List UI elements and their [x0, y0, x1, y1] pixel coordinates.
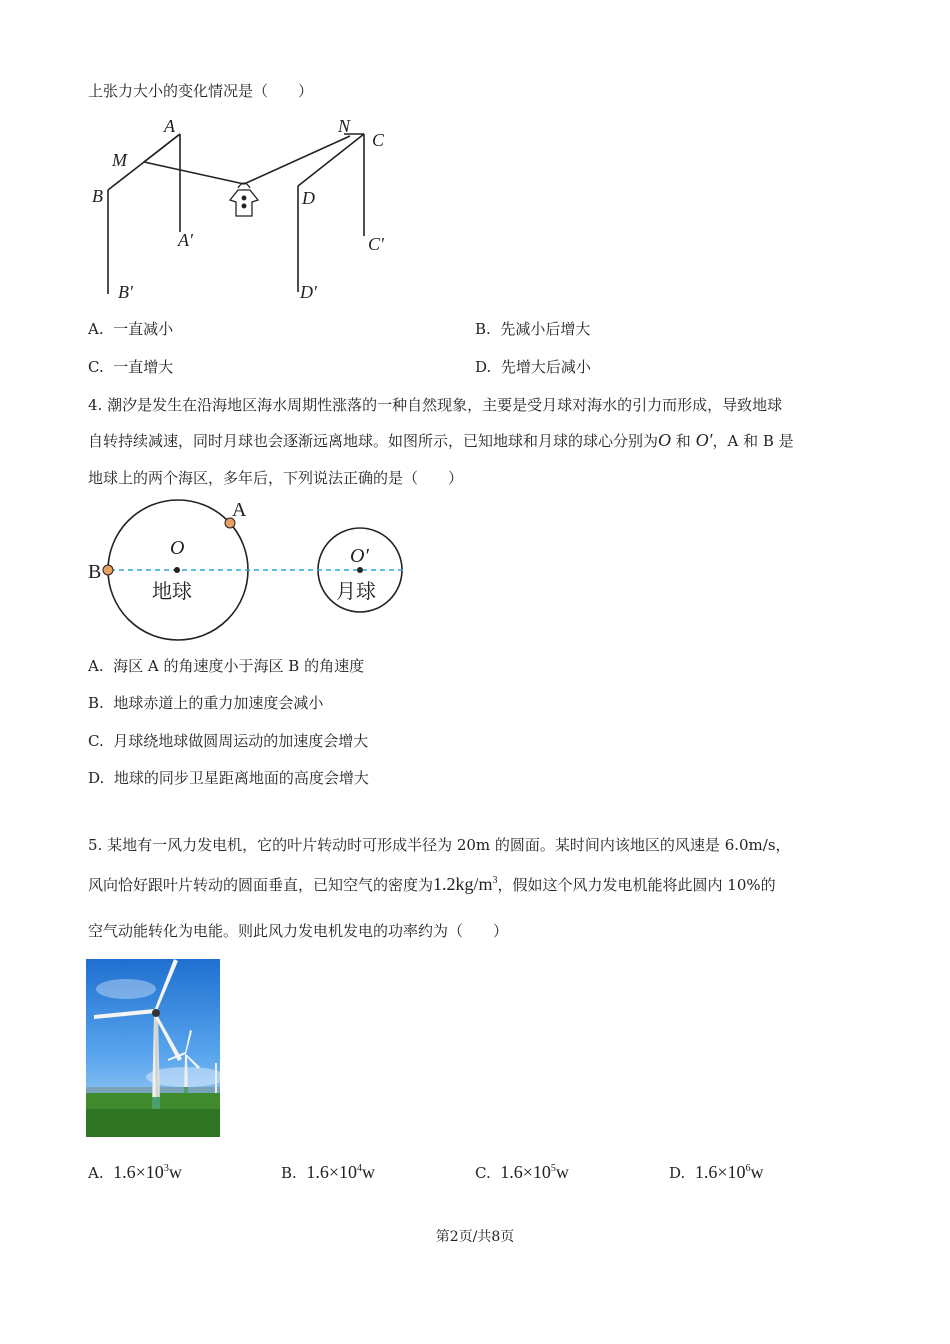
q5-stem-line2: 风向恰好跟叶片转动的圆面垂直，已知空气的密度为$1.2kg/m^3$，假如这个风力发电机能将此圆内 10%的 [88, 874, 776, 894]
wind-turbine-photo [86, 959, 220, 1137]
label-N: N [338, 116, 351, 136]
label-A: A [164, 116, 175, 136]
q3-option-c[interactable]: C. 一直增大 [88, 358, 174, 376]
q4-option-d[interactable]: D. 地球的同步卫星距离地面的高度会增大 [88, 769, 369, 787]
q4-stem-line1: 4. 潮汐是发生在沿海地区海水周期性涨落的一种自然现象，主要是受月球对海水的引力而形成，导致地球 [88, 396, 783, 414]
q5-option-b[interactable]: B. $1.6\times 10^4w$ [281, 1162, 375, 1182]
q3-option-d[interactable]: D. 先增大后减小 [475, 358, 591, 376]
label-C: C [372, 130, 385, 150]
label-O-prime: O′ [350, 545, 369, 567]
label-point-A: A [232, 499, 247, 521]
label-earth: 地球 [152, 579, 192, 603]
label-point-B: B [88, 561, 102, 583]
q3-stem-tail: 上张力大小的变化情况是（ ） [88, 82, 314, 100]
q5-option-d[interactable]: D. $1.6\times 10^6w$ [669, 1162, 764, 1182]
label-A-prime: A′ [178, 230, 193, 250]
label-O: O [170, 537, 185, 559]
q5-option-c[interactable]: C. $1.6\times 10^5w$ [475, 1162, 569, 1182]
label-B: B [92, 186, 103, 206]
page-number-footer: 第2页/共8页 [435, 1229, 515, 1245]
q4-option-a[interactable]: A. 海区 A 的角速度小于海区 B 的角速度 [88, 657, 365, 675]
q4-option-b[interactable]: B. 地球赤道上的重力加速度会减小 [88, 694, 324, 712]
q3-option-a[interactable]: A. 一直减小 [88, 320, 174, 338]
q4-stem-line2: 自转持续减速，同时月球也会逐渐远离地球。如图所示，已知地球和月球的球心分别为O 和 O′，A 和 B 是 [88, 430, 794, 450]
q4-stem-line3: 地球上的两个海区，多年后，下列说法正确的是（ ） [88, 469, 464, 487]
label-B-prime: B′ [118, 282, 133, 302]
q4-option-c[interactable]: C. 月球绕地球做圆周运动的加速度会增大 [88, 732, 369, 750]
label-D-prime: D′ [300, 282, 317, 302]
label-C-prime: C′ [368, 234, 384, 254]
q5-option-a[interactable]: A. $1.6\times 10^3w$ [88, 1162, 182, 1182]
q3-clothesline-figure [86, 112, 406, 308]
label-D: D [302, 188, 315, 208]
q4-earth-moon-figure [84, 496, 414, 646]
q5-stem-line1: 5. 某地有一风力发电机，它的叶片转动时可形成半径为 20m 的圆面。某时间内该地区的风速是 6.0m/s， [88, 836, 791, 854]
label-M: M [112, 150, 127, 170]
q5-stem-line3: 空气动能转化为电能。则此风力发电机发电的功率约为（ ） [88, 922, 509, 940]
q3-option-b[interactable]: B. 先减小后增大 [475, 320, 591, 338]
label-moon: 月球 [336, 579, 376, 603]
